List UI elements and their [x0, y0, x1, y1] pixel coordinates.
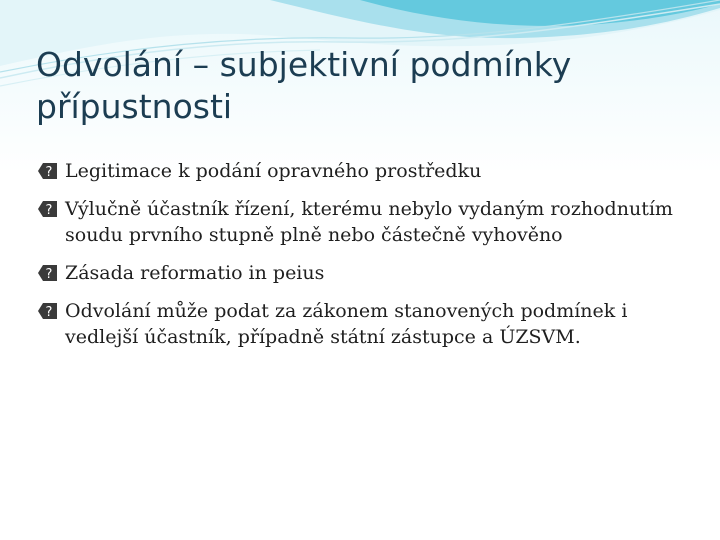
bullet-text: Odvolání může podat za zákonem stanovených podmínek i vedlejší účastník, případně státní zástupce a ÚZSVM. — [65, 300, 628, 348]
missing-glyph-bullet-icon — [36, 302, 58, 320]
missing-glyph-bullet-icon — [36, 200, 58, 218]
bullet-item — [36, 260, 696, 286]
missing-glyph-bullet-icon — [36, 264, 58, 282]
bullet-text: Legitimace k podání opravného prostředku — [65, 160, 482, 182]
svg-text:?: ? — [45, 203, 53, 218]
slide-title: Odvolání – subjektivní podmínky přípustnosti — [36, 45, 572, 126]
svg-text:?: ? — [45, 165, 53, 180]
missing-glyph-bullet-icon — [36, 162, 58, 180]
bullet-item — [36, 298, 696, 350]
bullet-item — [36, 196, 696, 248]
svg-text:?: ? — [45, 267, 53, 282]
bullet-item — [36, 158, 696, 184]
bullet-text: Zásada reformatio in peius — [65, 262, 325, 284]
bullet-list — [36, 158, 696, 362]
bullet-text: Výlučně účastník řízení, kterému nebylo vydaným rozhodnutím soudu prvního stupně plně nebo částečně vyhověno — [65, 198, 673, 246]
svg-text:?: ? — [45, 305, 53, 320]
